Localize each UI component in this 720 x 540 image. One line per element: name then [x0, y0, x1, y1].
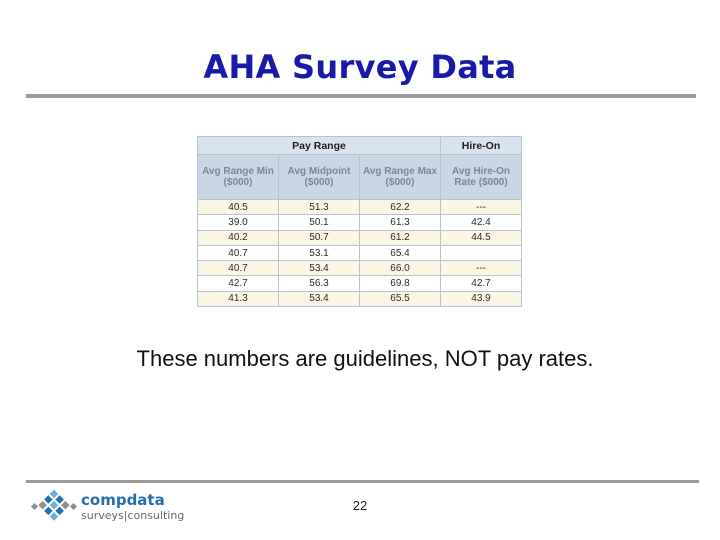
table-cell: ---: [441, 200, 522, 215]
slide-title: AHA Survey Data: [203, 48, 517, 86]
table-cell: 42.4: [441, 215, 522, 230]
table-cell: 42.7: [198, 276, 279, 291]
survey-data-table: [197, 136, 522, 307]
table-cell: 41.3: [198, 291, 279, 306]
table-cell: 62.2: [360, 200, 441, 215]
logo-tagline: surveys|consulting: [81, 509, 185, 522]
guideline-note: These numbers are guidelines, NOT pay rates.: [136, 346, 594, 371]
table-cell: [441, 245, 522, 260]
table-cell: 42.7: [441, 276, 522, 291]
table-row: [198, 245, 522, 260]
group-header-pay-range: Pay Range: [198, 137, 441, 155]
table-cell: 40.5: [198, 200, 279, 215]
table-cell: 40.7: [198, 261, 279, 276]
table-cell: 69.8: [360, 276, 441, 291]
table-cell: 66.0: [360, 261, 441, 276]
table-cell: 53.1: [279, 245, 360, 260]
column-header-range-min: Avg Range Min ($000): [198, 155, 279, 200]
table-cell: 39.0: [198, 215, 279, 230]
compdata-logo: [29, 489, 189, 529]
table-cell: 65.5: [360, 291, 441, 306]
table-column-header-row: [198, 155, 522, 200]
table-row: [198, 291, 522, 306]
table-cell: 61.3: [360, 215, 441, 230]
table-cell: 65.4: [360, 245, 441, 260]
title-divider: [26, 94, 696, 98]
group-header-hire-on: Hire-On: [441, 137, 522, 155]
page-number: 22: [352, 498, 368, 513]
table-cell: 40.2: [198, 230, 279, 245]
table-cell: 51.3: [279, 200, 360, 215]
table-row: [198, 230, 522, 245]
compdata-logo-mark-icon: [29, 489, 79, 527]
table-cell: 44.5: [441, 230, 522, 245]
table-cell: ---: [441, 261, 522, 276]
footer-divider: [26, 480, 699, 483]
table-row: [198, 276, 522, 291]
table-row: [198, 261, 522, 276]
table-cell: 40.7: [198, 245, 279, 260]
table-cell: 50.7: [279, 230, 360, 245]
table-cell: 53.4: [279, 291, 360, 306]
table-cell: 50.1: [279, 215, 360, 230]
table-row: [198, 200, 522, 215]
table-cell: 61.2: [360, 230, 441, 245]
table-cell: 43.9: [441, 291, 522, 306]
survey-table-container: [197, 136, 522, 307]
column-header-hire-on-rate: Avg Hire-On Rate ($000): [441, 155, 522, 200]
table-cell: 56.3: [279, 276, 360, 291]
table-row: [198, 215, 522, 230]
logo-brand-text: compdata: [81, 491, 165, 509]
column-header-range-max: Avg Range Max ($000): [360, 155, 441, 200]
table-cell: 53.4: [279, 261, 360, 276]
table-group-header-row: [198, 137, 522, 155]
column-header-midpoint: Avg Midpoint ($000): [279, 155, 360, 200]
